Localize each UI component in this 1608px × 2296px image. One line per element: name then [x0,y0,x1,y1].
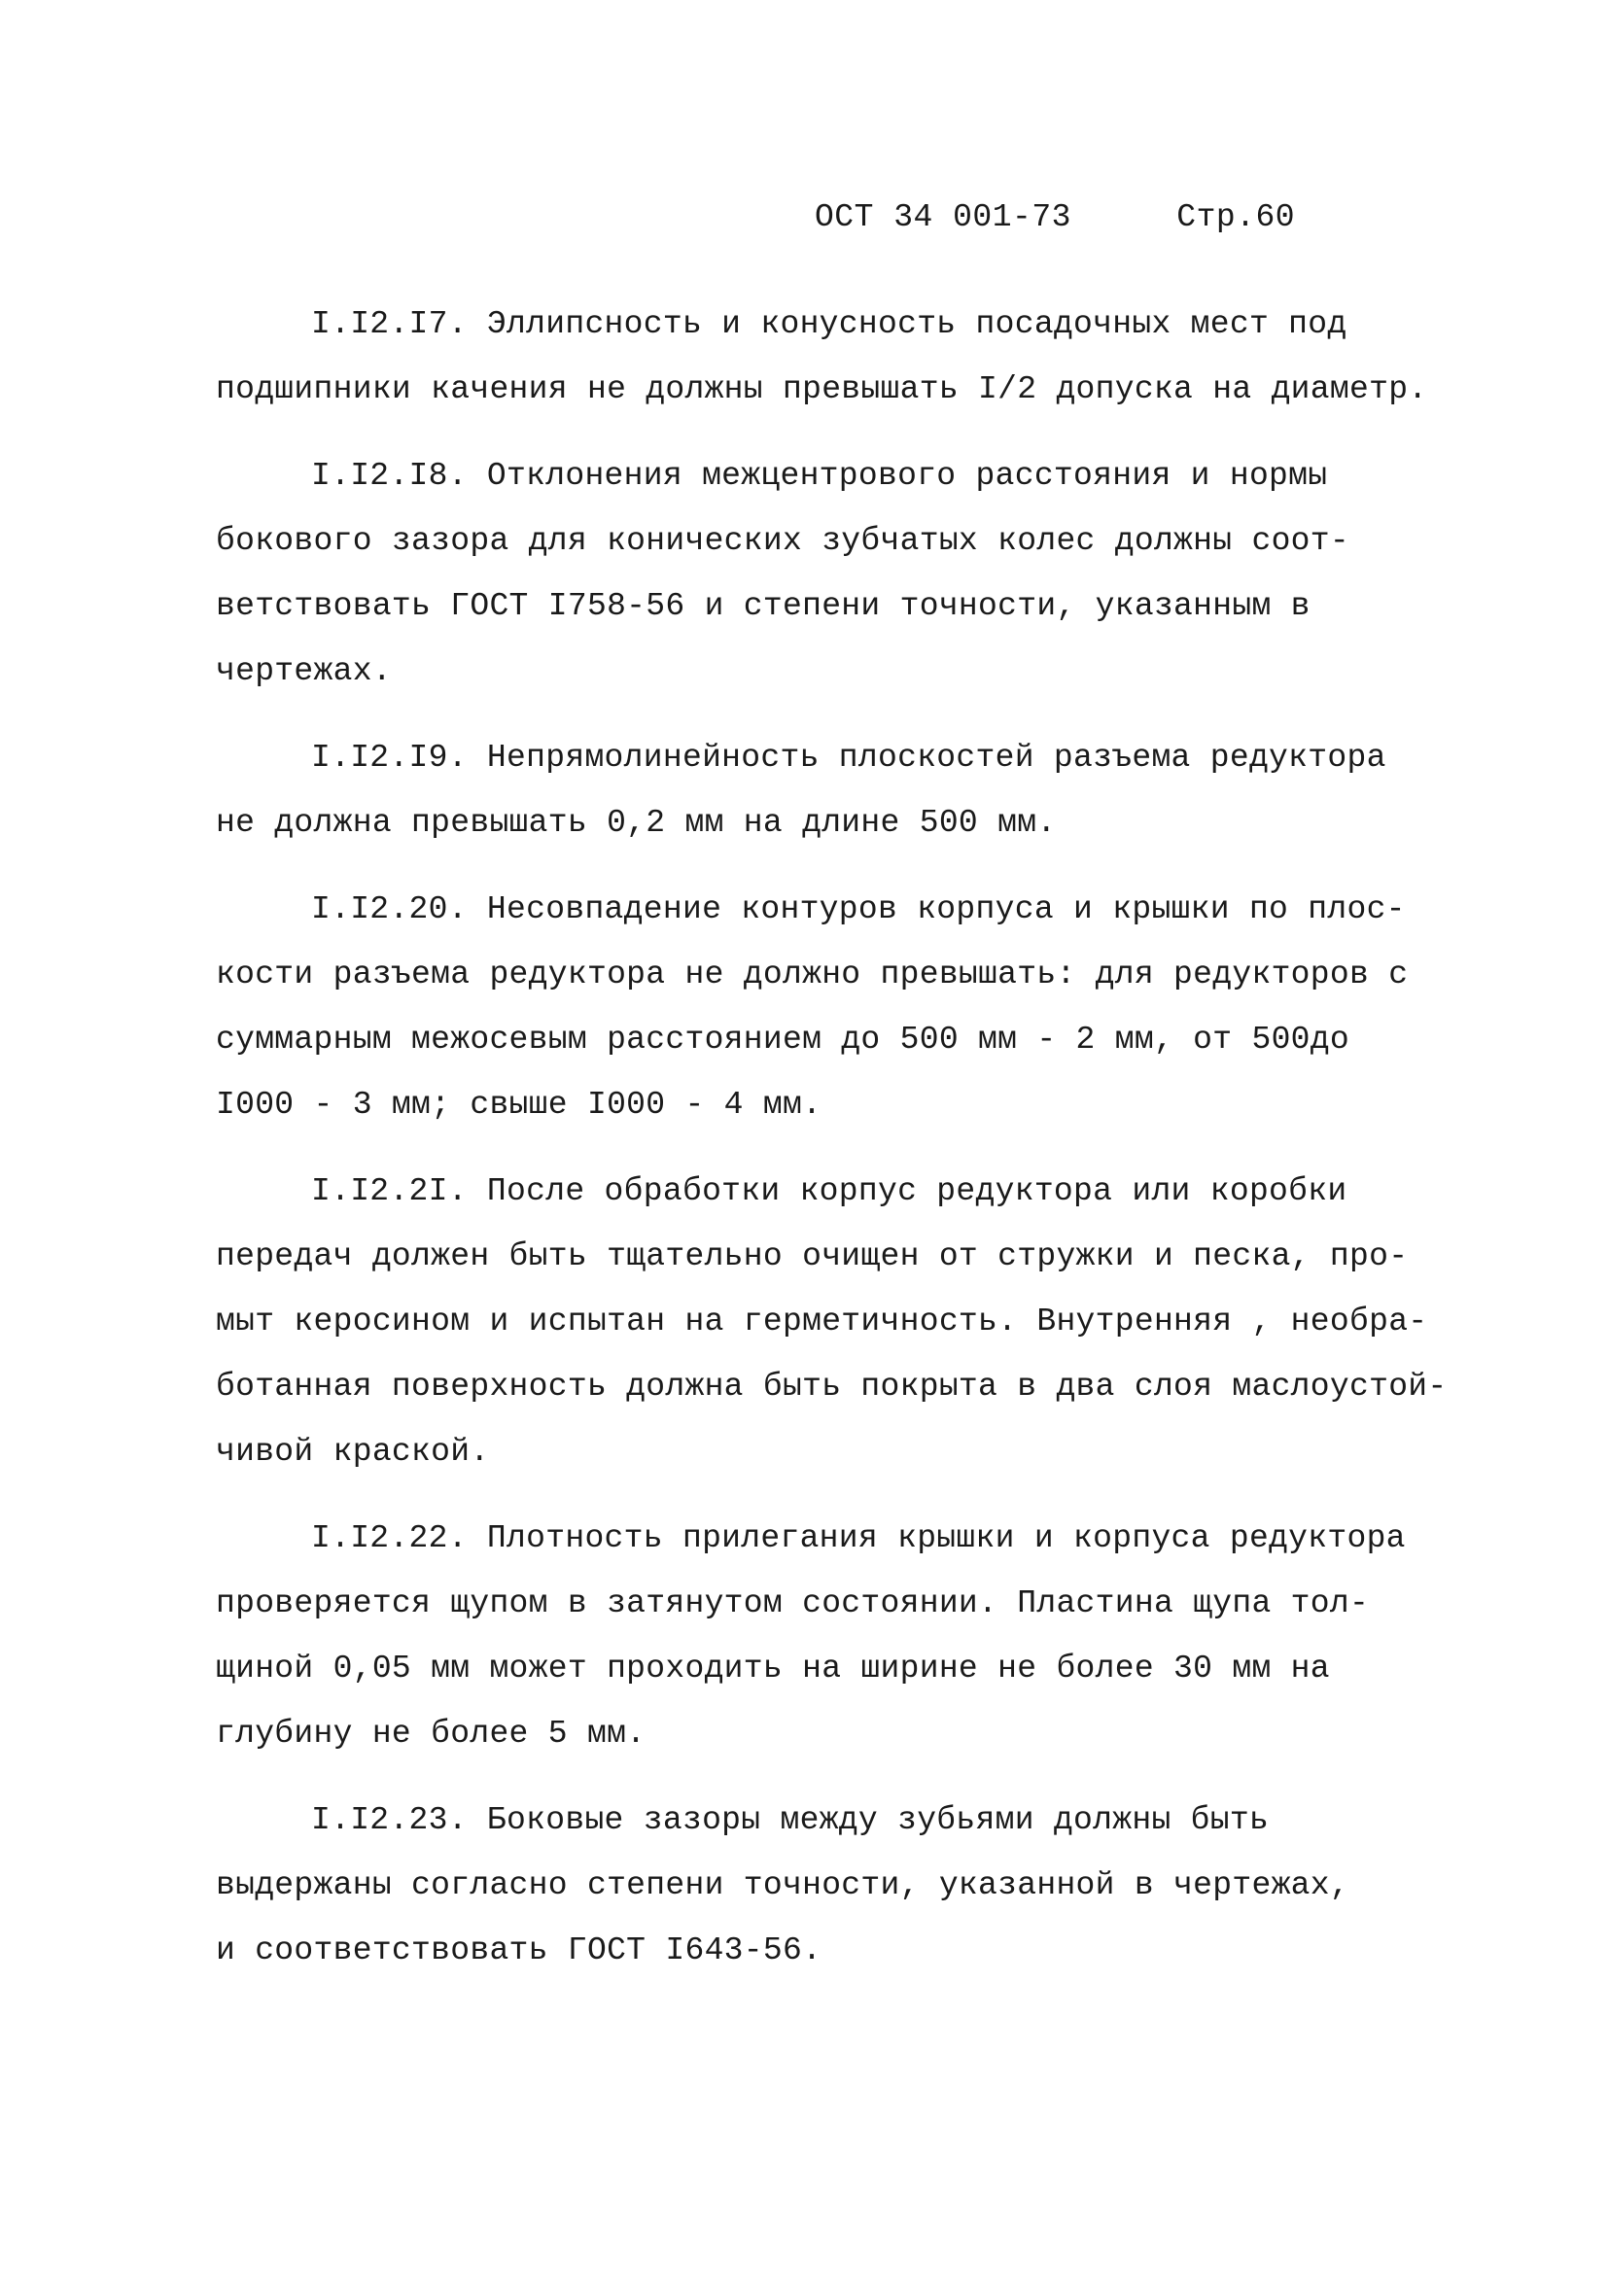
text-line: подшипники качения не должны превышать I/2 допуска на диаметр. [216,371,1428,407]
paragraph-1-12-21 [216,1159,1448,1484]
paragraph-1-12-20 [216,877,1409,1137]
text-line: чивой краской. [216,1434,490,1470]
paragraph-1-12-18 [216,443,1402,704]
document-code: ОСТ 34 001-73 [815,199,1071,235]
text-line: ветствовать ГОСТ I758-56 и степени точности, указанным в [216,588,1311,624]
text-line: щиной 0,05 мм может проходить на ширине не более 30 мм на [216,1651,1330,1687]
text-line: чертежах. [216,653,392,689]
paragraph-1-12-22 [216,1506,1406,1766]
text-line: I.I2.2I. После обработки корпус редуктора или коробки [311,1173,1347,1209]
text-line: кости разъема редуктора не должно превышать: для редукторов с [216,957,1409,992]
page-header [815,199,1320,235]
text-line: проверяется щупом в затянутом состоянии. Пластина щупа тол- [216,1585,1370,1621]
paragraph-1-12-19 [216,725,1402,855]
text-line: глубину не более 5 мм. [216,1716,647,1752]
document-body [216,292,1448,2004]
text-line: I.I2.I9. Непрямолинейность плоскостей разъема редуктора [311,740,1386,776]
text-line: суммарным межосевым расстоянием до 500 мм - 2 мм, от 500до [216,1022,1349,1058]
text-line: I.I2.22. Плотность прилегания крышки и корпуса редуктора [311,1520,1406,1556]
text-line: I000 - 3 мм; свыше I000 - 4 мм. [216,1087,822,1123]
text-line: передач должен быть тщательно очищен от стружки и песка, про- [216,1238,1409,1274]
text-line: I.I2.20. Несовпадение контуров корпуса и крышки по плос- [311,891,1406,927]
text-line: ботанная поверхность должна быть покрыта в два слоя маслоустой- [216,1369,1448,1405]
text-line: мыт керосином и испытан на герметичность. Внутренняя , необра- [216,1304,1428,1339]
text-line: не должна превышать 0,2 мм на длине 500 мм. [216,805,1057,841]
paragraph-1-12-17 [216,292,1428,422]
text-line: бокового зазора для конических зубчатых колес должны соот- [216,523,1349,559]
paragraph-1-12-23 [216,1788,1402,1983]
text-line: и соответствовать ГОСТ I643-56. [216,1932,822,1968]
text-line: I.I2.I8. Отклонения межцентрового расстояния и нормы [311,458,1328,494]
text-line: выдержаны согласно степени точности, указанной в чертежах, [216,1867,1349,1903]
text-line: I.I2.23. Боковые зазоры между зубьями должны быть [311,1802,1270,1838]
page-number: Стр.60 [1176,199,1296,235]
text-line: I.I2.I7. Эллипсность и конусность посадочных мест под [311,306,1347,342]
